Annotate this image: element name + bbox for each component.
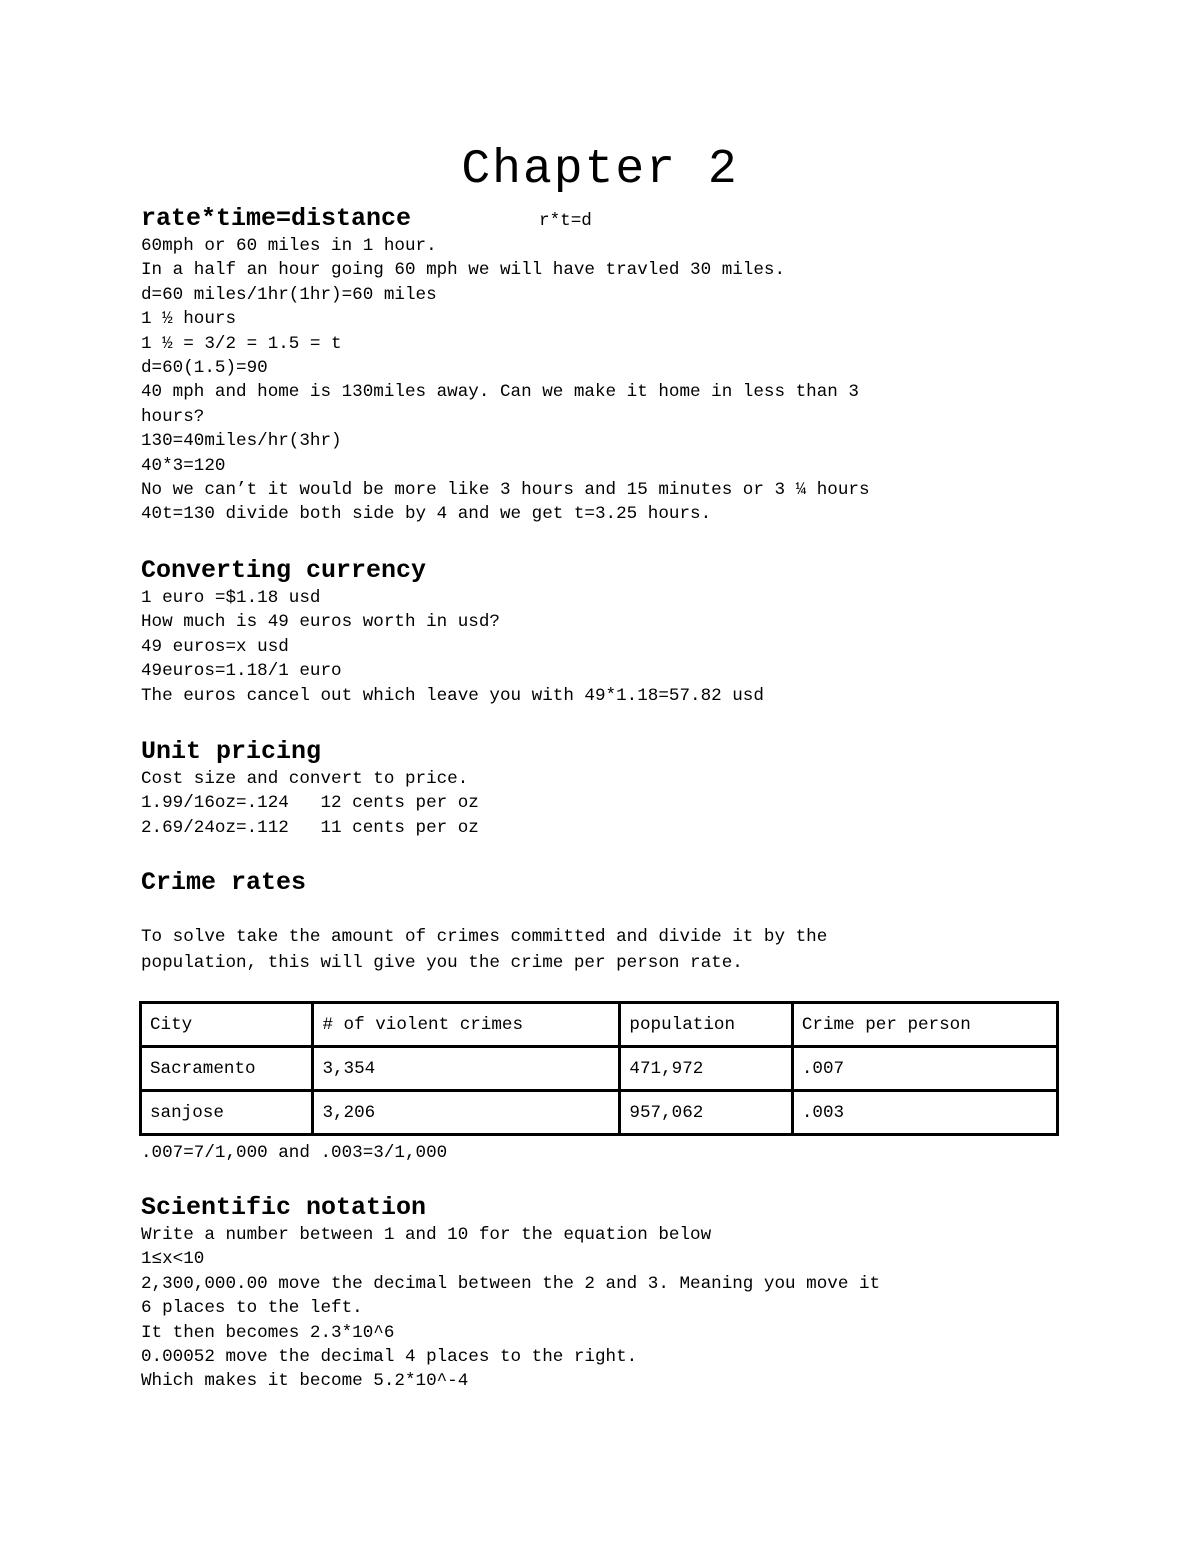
section-scientific-notation xyxy=(141,1193,1071,1394)
text-line: 1 ½ hours xyxy=(141,309,237,330)
text-line: No we can’t it would be more like 3 hours and 15 minutes or 3 ¼ hours xyxy=(141,480,870,501)
text-line: 49 euros=x usd xyxy=(141,636,289,657)
side-formula: r*t=d xyxy=(539,211,592,231)
crime-table xyxy=(139,1001,1059,1136)
table-header-cell: # of violent crimes xyxy=(313,1003,620,1047)
section-currency xyxy=(141,556,1071,708)
table-header-cell: Crime per person xyxy=(792,1003,1057,1047)
text-line: 0.00052 move the decimal 4 places to the right. xyxy=(141,1347,638,1368)
section-crime-rates xyxy=(141,868,1071,976)
text-line: Cost size and convert to price. xyxy=(141,769,469,789)
table-header-cell: population xyxy=(620,1003,792,1047)
table-row xyxy=(141,1047,1058,1091)
text-line: 1 euro =$1.18 usd xyxy=(141,588,321,608)
section-rate xyxy=(141,204,1071,527)
text-line: Write a number between 1 and 10 for the equation below xyxy=(141,1225,712,1245)
text-line: 130=40miles/hr(3hr) xyxy=(141,431,342,452)
text-line: population, this will give you the crime per person rate. xyxy=(141,953,743,973)
text-line: d=60(1.5)=90 xyxy=(141,358,268,379)
text-line: d=60 miles/1hr(1hr)=60 miles xyxy=(141,284,437,305)
table-cell: Sacramento xyxy=(141,1047,313,1091)
page-title: Chapter 2 xyxy=(461,143,739,197)
section-heading: Converting currency xyxy=(141,556,427,585)
section-unit-pricing xyxy=(141,737,1071,840)
text-line: hours? xyxy=(141,406,205,427)
text-line: 49euros=1.18/1 euro xyxy=(141,661,342,682)
section-heading: rate*time=distance xyxy=(141,204,412,233)
table-cell: 471,972 xyxy=(620,1047,792,1091)
section-heading: Unit pricing xyxy=(141,737,322,766)
text-line: In a half an hour going 60 mph we will have travled 30 miles. xyxy=(141,260,786,281)
table-cell: .007 xyxy=(792,1047,1057,1091)
text-line: It then becomes 2.3*10^6 xyxy=(141,1322,395,1343)
table-cell: 3,206 xyxy=(313,1091,620,1135)
text-line: To solve take the amount of crimes committed and divide it by the xyxy=(141,927,828,947)
text-line: How much is 49 euros worth in usd? xyxy=(141,612,500,633)
text-line: 60mph or 60 miles in 1 hour. xyxy=(141,236,437,256)
table-header-row xyxy=(141,1003,1058,1047)
table-cell: .003 xyxy=(792,1091,1057,1135)
text-line: Which makes it become 5.2*10^-4 xyxy=(141,1371,469,1392)
table-cell: 3,354 xyxy=(313,1047,620,1091)
table-row xyxy=(141,1091,1058,1135)
text-line: .007=7/1,000 and .003=3/1,000 xyxy=(141,1143,448,1163)
table-cell: sanjose xyxy=(141,1091,313,1135)
text-line: 2,300,000.00 move the decimal between the 2 and 3. Meaning you move it xyxy=(141,1273,881,1294)
text-line: 40t=130 divide both side by 4 and we get t=3.25 hours. xyxy=(141,504,712,525)
text-line: 6 places to the left. xyxy=(141,1298,363,1319)
text-line: The euros cancel out which leave you with 49*1.18=57.82 usd xyxy=(141,685,764,706)
text-line: 40 mph and home is 130miles away. Can we make it home in less than 3 xyxy=(141,382,859,403)
crime-after-text xyxy=(141,1141,1071,1165)
table-header-cell: City xyxy=(141,1003,313,1047)
text-line: 1.99/16oz=.124 12 cents per oz xyxy=(141,793,479,814)
section-heading: Crime rates xyxy=(141,868,307,897)
text-line: 2.69/24oz=.112 11 cents per oz xyxy=(141,817,479,838)
text-line: 40*3=120 xyxy=(141,455,226,476)
section-heading: Scientific notation xyxy=(141,1193,427,1222)
table-cell: 957,062 xyxy=(620,1091,792,1135)
text-line: 1 ½ = 3/2 = 1.5 = t xyxy=(141,333,342,354)
text-line: 1≤x<10 xyxy=(141,1249,205,1270)
